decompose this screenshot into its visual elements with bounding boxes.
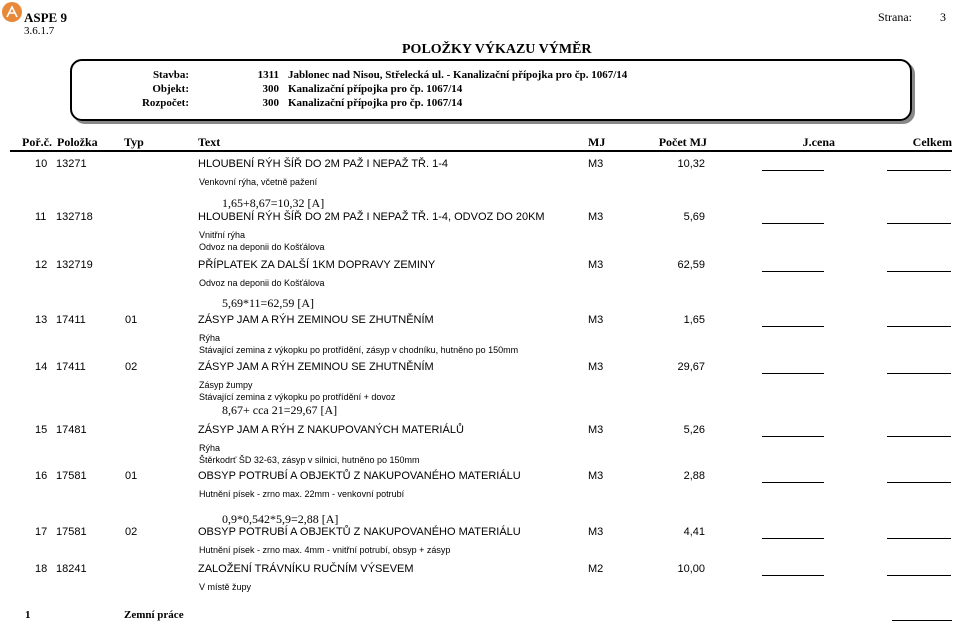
section-number: 1 bbox=[25, 609, 31, 621]
item-note: Odvoz na deponii do Košťálova bbox=[199, 278, 325, 288]
item-calculation: 8,67+ cca 21=29,67 [A] bbox=[222, 403, 338, 417]
item-number: 16 bbox=[35, 470, 48, 482]
unit-price-blank bbox=[762, 326, 824, 327]
item-unit: M3 bbox=[588, 211, 604, 223]
item-unit: M3 bbox=[588, 424, 604, 436]
unit-price-blank bbox=[762, 575, 824, 576]
unit-price-blank bbox=[762, 170, 824, 171]
col-header-pocet: Počet MJ bbox=[658, 135, 707, 149]
item-number: 13 bbox=[35, 314, 48, 326]
item-note: Stávající zemina z výkopku po protřídění, zásyp v chodníku, hutněno po 150mm bbox=[199, 345, 519, 355]
item-quantity: 1,65 bbox=[683, 314, 705, 326]
item-text: HLOUBENÍ RÝH ŠÍŘ DO 2M PAŽ I NEPAŽ TŘ. 1-4 bbox=[198, 158, 448, 170]
item-note: Zásyp žumpy bbox=[199, 380, 253, 390]
item-number: 18 bbox=[35, 563, 48, 575]
item-quantity: 29,67 bbox=[677, 361, 705, 373]
app-logo-icon bbox=[2, 2, 22, 22]
item-code: 17411 bbox=[56, 314, 86, 326]
item-text: HLOUBENÍ RÝH ŠÍŘ DO 2M PAŽ I NEPAŽ TŘ. 1-4, ODVOZ DO 20KM bbox=[198, 211, 545, 223]
unit-price-blank bbox=[762, 538, 824, 539]
item-quantity: 2,88 bbox=[683, 470, 705, 482]
unit-price-blank bbox=[762, 271, 824, 272]
item-text: OBSYP POTRUBÍ A OBJEKTŮ Z NAKUPOVANÉHO MATERIÁLU bbox=[198, 526, 521, 538]
item-code: 17581 bbox=[56, 470, 87, 482]
item-unit: M3 bbox=[588, 259, 604, 271]
total-price-blank bbox=[887, 575, 951, 576]
rozpocet-label: Rozpočet: bbox=[141, 97, 189, 109]
item-note: Štěrkodrť ŠD 32-63, zásyp v silnici, hutněno po 150mm bbox=[199, 455, 420, 465]
item-calculation: 1,65+8,67=10,32 [A] bbox=[222, 196, 325, 210]
total-price-blank bbox=[887, 538, 951, 539]
item-note: Hutnění písek - zrno max. 4mm - vnitřní potrubí, obsyp + zásyp bbox=[199, 545, 451, 555]
item-unit: M3 bbox=[588, 158, 604, 170]
total-price-blank bbox=[887, 271, 951, 272]
item-unit: M3 bbox=[588, 526, 604, 538]
total-price-blank bbox=[887, 223, 951, 224]
unit-price-blank bbox=[762, 436, 824, 437]
item-calculation: 5,69*11=62,59 [A] bbox=[222, 296, 314, 310]
unit-price-blank bbox=[762, 223, 824, 224]
unit-price-blank bbox=[762, 482, 824, 483]
stavba-label: Stavba: bbox=[152, 69, 189, 81]
stavba-name: Jablonec nad Nisou, Střelecká ul. - Kanalizační přípojka pro čp. 1067/14 bbox=[288, 69, 628, 81]
item-number: 15 bbox=[35, 424, 48, 436]
item-code: 132718 bbox=[56, 211, 93, 223]
item-code: 13271 bbox=[56, 158, 87, 170]
item-unit: M3 bbox=[588, 314, 604, 326]
item-text: ZÁSYP JAM A RÝH ZEMINOU SE ZHUTNĚNÍM bbox=[198, 314, 434, 326]
rozpocet-name: Kanalizační přípojka pro čp. 1067/14 bbox=[288, 97, 463, 109]
item-note: Rýha bbox=[199, 333, 221, 343]
item-unit: M3 bbox=[588, 361, 604, 373]
page-number: 3 bbox=[940, 10, 946, 24]
col-header-polozka: Položka bbox=[57, 135, 98, 149]
item-text: ZALOŽENÍ TRÁVNÍKU RUČNÍM VÝSEVEM bbox=[198, 563, 414, 575]
item-note: Venkovní rýha, včetně pažení bbox=[199, 177, 318, 187]
item-code: 17411 bbox=[56, 361, 86, 373]
item-quantity: 4,41 bbox=[683, 526, 705, 538]
item-quantity: 5,26 bbox=[683, 424, 705, 436]
app-name: ASPE 9 bbox=[24, 10, 67, 25]
item-code: 17581 bbox=[56, 526, 87, 538]
item-unit: M3 bbox=[588, 470, 604, 482]
item-number: 11 bbox=[35, 211, 47, 223]
item-note: Stávající zemina z výkopku po protřídění + dovoz bbox=[199, 392, 396, 402]
item-unit: M2 bbox=[588, 563, 604, 575]
objekt-label: Objekt: bbox=[152, 83, 189, 95]
item-type: 02 bbox=[125, 361, 138, 373]
app-version: 3.6.1.7 bbox=[24, 25, 55, 37]
total-price-blank bbox=[887, 436, 951, 437]
total-price-blank bbox=[887, 482, 951, 483]
item-type: 02 bbox=[125, 526, 138, 538]
item-number: 14 bbox=[35, 361, 48, 373]
rozpocet-code: 300 bbox=[262, 97, 279, 109]
item-calculation: 0,9*0,542*5,9=2,88 [A] bbox=[222, 512, 339, 526]
item-text: ZÁSYP JAM A RÝH ZEMINOU SE ZHUTNĚNÍM bbox=[198, 361, 434, 373]
item-code: 18241 bbox=[56, 563, 87, 575]
col-header-celkem: Celkem bbox=[912, 135, 952, 149]
page-label: Strana: bbox=[878, 10, 912, 24]
item-code: 17481 bbox=[56, 424, 87, 436]
item-type: 01 bbox=[125, 470, 138, 482]
col-header-typ: Typ bbox=[124, 135, 144, 149]
col-header-jcena: J.cena bbox=[802, 135, 835, 149]
col-header-por: Poř.č. bbox=[22, 135, 52, 149]
item-number: 12 bbox=[35, 259, 48, 271]
item-text: ZÁSYP JAM A RÝH Z NAKUPOVANÝCH MATERIÁLŮ bbox=[198, 424, 464, 436]
page-title: POLOŽKY VÝKAZU VÝMĚR bbox=[402, 42, 592, 57]
header-rule bbox=[10, 150, 952, 152]
stavba-code: 1311 bbox=[257, 69, 279, 81]
section-total-blank bbox=[892, 620, 952, 621]
item-note: Hutnění písek - zrno max. 22mm - venkovní potrubí bbox=[199, 489, 405, 499]
total-price-blank bbox=[887, 170, 951, 171]
item-note: V místě župy bbox=[199, 582, 252, 592]
total-price-blank bbox=[887, 326, 951, 327]
col-header-text: Text bbox=[198, 135, 221, 149]
item-note: Vnitřní rýha bbox=[199, 230, 246, 240]
item-type: 01 bbox=[125, 314, 138, 326]
item-number: 10 bbox=[35, 158, 48, 170]
item-number: 17 bbox=[35, 526, 48, 538]
section-name: Zemní práce bbox=[124, 609, 184, 621]
item-quantity: 5,69 bbox=[683, 211, 705, 223]
item-code: 132719 bbox=[56, 259, 93, 271]
objekt-name: Kanalizační přípojka pro čp. 1067/14 bbox=[288, 83, 463, 95]
col-header-mj: MJ bbox=[588, 135, 606, 149]
item-text: PŘÍPLATEK ZA DALŠÍ 1KM DOPRAVY ZEMINY bbox=[198, 259, 436, 271]
item-note: Rýha bbox=[199, 443, 221, 453]
objekt-code: 300 bbox=[262, 83, 279, 95]
item-quantity: 62,59 bbox=[677, 259, 705, 271]
unit-price-blank bbox=[762, 373, 824, 374]
item-text: OBSYP POTRUBÍ A OBJEKTŮ Z NAKUPOVANÉHO MATERIÁLU bbox=[198, 470, 521, 482]
item-quantity: 10,00 bbox=[677, 563, 705, 575]
item-quantity: 10,32 bbox=[677, 158, 705, 170]
total-price-blank bbox=[887, 373, 951, 374]
item-note: Odvoz na deponii do Košťálova bbox=[199, 242, 325, 252]
